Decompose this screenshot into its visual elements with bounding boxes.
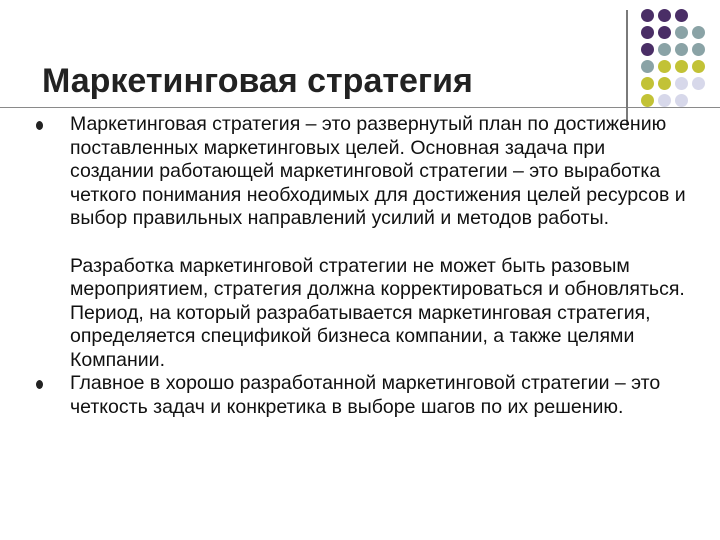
dot-teal: [675, 26, 688, 39]
paragraph-main-point: [36, 372, 686, 419]
paragraph-text: Главное в хорошо разработанной маркетинговой стратегии – это четкость задач и конкретика в выборе шагов по их решению.: [70, 372, 661, 418]
dot-purple: [658, 26, 671, 39]
dot-purple: [658, 9, 671, 22]
dot-teal: [641, 60, 654, 73]
dot-purple: [675, 9, 688, 22]
slide-body: [36, 111, 686, 419]
dot-purple: [641, 9, 654, 22]
dot-lavender: [675, 77, 688, 90]
decorative-dot-grid: [641, 9, 720, 109]
paragraph-text: Разработка маркетинговой стратегии не может быть разовым мероприятием, стратегия должна корректироваться и обновляться. Период, на который разрабатывается маркетинговая стратегия, определяется спецификой бизнеса компании, а также целями Компании.: [70, 254, 685, 371]
dot-olive: [692, 60, 705, 73]
dot-lavender: [692, 77, 705, 90]
dot-purple: [641, 43, 654, 56]
dot-teal: [692, 43, 705, 56]
dot-teal: [692, 26, 705, 39]
dot-lavender: [675, 94, 688, 107]
dot-teal: [675, 43, 688, 56]
bullet-icon: [36, 121, 43, 130]
dot-olive: [658, 60, 671, 73]
dot-teal: [658, 43, 671, 56]
dot-olive: [658, 77, 671, 90]
paragraph-definition: [36, 113, 686, 231]
dot-olive: [675, 60, 688, 73]
paragraph-development: [36, 255, 686, 373]
dot-purple: [641, 26, 654, 39]
vertical-accent-line: [626, 10, 628, 126]
title-divider-line: [0, 107, 720, 108]
dot-olive: [641, 94, 654, 107]
dot-lavender: [658, 94, 671, 107]
slide-title: Маркетинговая стратегия: [42, 62, 473, 100]
dot-olive: [641, 77, 654, 90]
paragraph-text: Маркетинговая стратегия – это развернутый план по достижению поставленных маркетинговых целей. Основная задача при создании работающей маркетинговой стратегии – это выработка четкого понимания необходимых для достижения целей ресурсов и выбор правильных направлений усилий и методов работы.: [70, 113, 686, 229]
bullet-icon: [36, 380, 43, 389]
